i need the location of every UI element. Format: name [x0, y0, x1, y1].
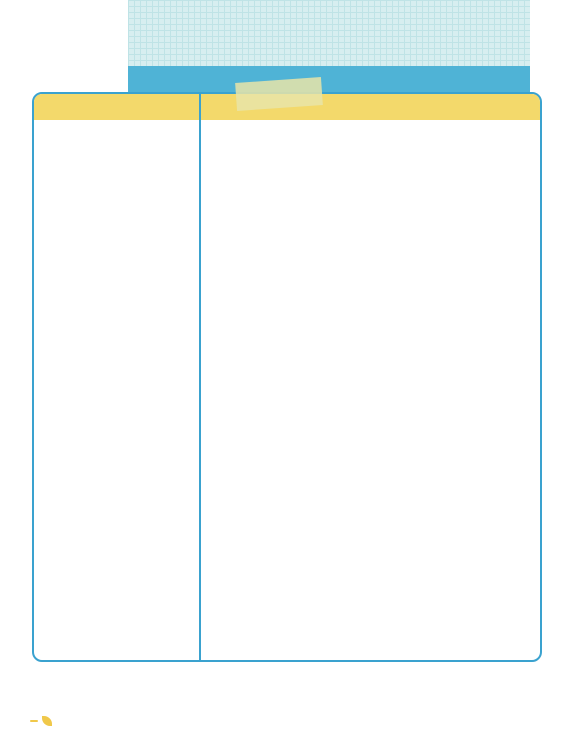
watermark-left	[0, 150, 60, 670]
page-footer	[30, 716, 56, 726]
question-table	[32, 92, 542, 662]
tape-decoration	[235, 77, 323, 111]
watermark-right	[518, 150, 578, 530]
page-number	[30, 720, 38, 722]
header-stripe	[128, 66, 530, 94]
keyword-column-header	[34, 94, 199, 120]
leaf-icon	[42, 716, 52, 726]
column-divider	[199, 94, 201, 660]
